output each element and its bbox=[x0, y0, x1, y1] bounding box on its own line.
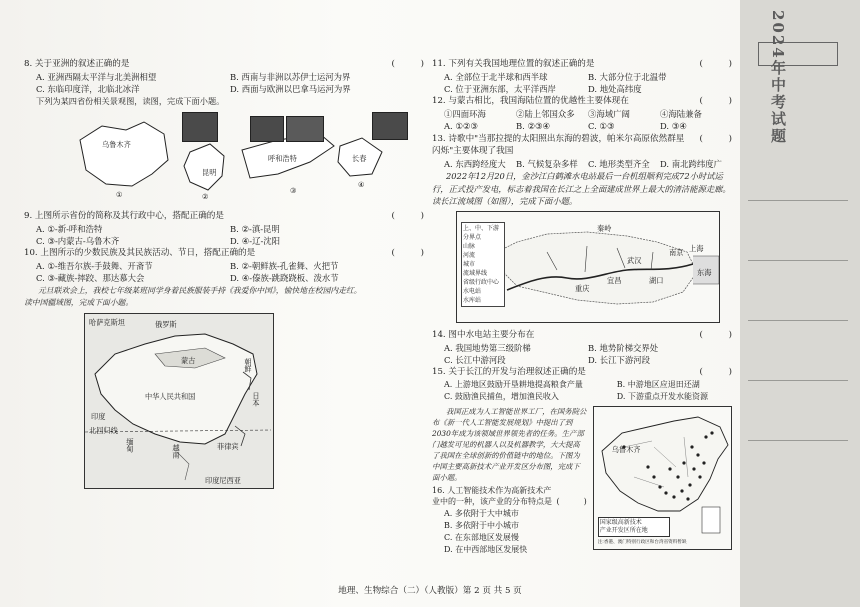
legend-text: 国家级高新技术 bbox=[599, 518, 642, 526]
question-stem: 16. 人工智能技术作为高新技术产业中的一种，该产业的分布特点是 bbox=[432, 485, 552, 507]
answer-paren: ( ) bbox=[699, 133, 732, 144]
intro-text-2a: 元旦联欢会上，我校七年级某班同学身着民族服装手持《我爱你中国》，愉快地在校园内走红。 bbox=[38, 285, 362, 295]
map-legend bbox=[461, 222, 505, 307]
label-myanmar: 缅甸 bbox=[126, 438, 135, 453]
label-vietnam: 越南 bbox=[172, 444, 181, 459]
option-b: B. 中游地区应退田还湖 bbox=[616, 380, 700, 390]
question-stem: 15. 关于长江的开发与治理叙述正确的是 bbox=[432, 367, 586, 378]
legend-item: 河流 bbox=[463, 252, 476, 260]
map-legend bbox=[598, 517, 670, 537]
answer-paren: ( ) bbox=[699, 59, 732, 69]
figure-num-3: ③ bbox=[290, 186, 297, 195]
label-kunming: 昆明 bbox=[202, 168, 217, 177]
legend-item: 城市 bbox=[463, 261, 476, 269]
option-b: B. 气候复杂多样 bbox=[516, 159, 578, 169]
question-16-options bbox=[432, 508, 587, 556]
option-d: D. 西面与欧洲以巴拿马运河为界 bbox=[230, 84, 351, 94]
label-urumqi: 乌鲁木齐 bbox=[611, 444, 641, 454]
label-changchun: 长春 bbox=[352, 154, 367, 163]
label-qinling: 秦岭 bbox=[597, 224, 612, 234]
question-16 bbox=[432, 485, 587, 508]
legend-item: 流域界线 bbox=[463, 270, 488, 278]
option-a: A. ①②③ bbox=[444, 121, 478, 132]
question-15-options bbox=[432, 379, 732, 404]
label-hukou: 湖口 bbox=[649, 276, 664, 286]
item-2: ②陆上邻国众多 bbox=[516, 109, 575, 119]
option-d: D. 在中西部地区发展快 bbox=[444, 545, 528, 555]
option-b: B. 大部分位于北温带 bbox=[588, 71, 667, 82]
figure-num-1: ① bbox=[116, 190, 123, 199]
option-b: B. ②-朝鲜族-孔雀舞、火把节 bbox=[230, 261, 339, 271]
question-8-options bbox=[24, 71, 424, 96]
legend-item: 省级行政中心 bbox=[463, 279, 500, 287]
legend-item: 山脉 bbox=[463, 243, 476, 251]
label-prc: 中华人民共和国 bbox=[145, 392, 196, 402]
intro-text-4: 我国正成为人工智能世界工厂，在国务院公布《新一代人工智能发展规划》中提出了到2030年成为该领域世界领先者的任务。生产部门越发可见的机器人以及机器教学，大大提高了我国在全球创新的价值链中的地位。下图为中国主要高新技术产业开发区分布图，完成下面小题。 bbox=[432, 406, 587, 482]
legend-text: 产业开发区所在地 bbox=[599, 526, 648, 534]
question-stem: 11. 下列有关我国地理位置的叙述正确的是 bbox=[432, 59, 595, 69]
option-a: A. 多依附于大中城市 bbox=[444, 509, 519, 519]
option-a: A. 我国地势第三级阶梯 bbox=[444, 342, 531, 353]
label-philippines: 菲律宾 bbox=[217, 442, 239, 452]
label-japan: 日本 bbox=[252, 392, 261, 407]
option-d: D. 南北跨纬度广 bbox=[660, 159, 722, 169]
question-15 bbox=[432, 366, 732, 379]
grassland-photo bbox=[286, 116, 324, 142]
label-urumqi: 乌鲁木齐 bbox=[102, 140, 131, 149]
question-stem: 13. 诗歌中"当那拉提的太阳照出东海的碧波，帕米尔高原依然群星闪烁"主要体现了我国 bbox=[432, 133, 685, 157]
label-kazakhstan: 哈萨克斯坦 bbox=[89, 318, 125, 328]
yangtze-basin-map bbox=[456, 211, 720, 323]
intro-text-3: 2022年12月20日，金沙江白鹤滩水电站最后一台机组顺利完成72小时试运行，正式投产发电，标志着我国在长江之上全面建成世界上最大的清洁能源走廊。读长江流域图（如图），完成下面小题。 bbox=[432, 171, 731, 206]
question-stem: 14. 图中水电站主要分布在 bbox=[432, 330, 535, 341]
option-c: C. 东临印度洋，北临北冰洋 bbox=[36, 84, 140, 94]
label-chongqing: 重庆 bbox=[575, 284, 590, 294]
option-a: A. 全部位于北半球和西半球 bbox=[444, 71, 548, 82]
item-3: ③海域广阔 bbox=[588, 109, 630, 119]
label-tropic-cancer: 北回归线 bbox=[89, 426, 118, 436]
peacock-photo bbox=[182, 112, 218, 142]
legend-item: 上、中、下游分界点 bbox=[463, 225, 500, 242]
question-10 bbox=[24, 247, 424, 260]
wrestling-photo bbox=[250, 116, 284, 142]
answer-paren: ( ) bbox=[391, 248, 424, 259]
ai-text-column bbox=[432, 406, 587, 556]
question-9-options bbox=[24, 223, 424, 248]
legend-item: 水电站 bbox=[463, 288, 482, 296]
label-hohhot: 呼和浩特 bbox=[268, 154, 297, 163]
item-4: ④海陆兼备 bbox=[660, 109, 702, 119]
question-10-options bbox=[24, 260, 424, 285]
intro-text-1: 下列为某四省份相关景观图，读图，完成下面小题。 bbox=[36, 96, 225, 107]
question-stem: 10. 上图所示的少数民族及其民族活动、节日，搭配正确的是 bbox=[24, 248, 256, 259]
question-13 bbox=[432, 133, 732, 158]
question-11 bbox=[432, 58, 732, 71]
option-c: C. 在东部地区发展慢 bbox=[444, 533, 519, 543]
high-tech-zone-map bbox=[593, 406, 732, 550]
option-c: C. 长江中游河段 bbox=[444, 355, 506, 366]
option-b: B. ②③④ bbox=[516, 121, 551, 132]
right-column bbox=[432, 58, 732, 556]
option-a: A. 东西跨经度大 bbox=[444, 159, 506, 169]
option-b: B. 西南与非洲以苏伊士运河为界 bbox=[230, 71, 351, 82]
figure-num-4: ④ bbox=[358, 180, 365, 189]
item-1: ①四面环海 bbox=[444, 109, 486, 119]
label-mongolia: 蒙古 bbox=[181, 356, 196, 366]
answer-paren: ( ) bbox=[556, 497, 587, 507]
option-c: C. 地形类型齐全 bbox=[588, 159, 650, 169]
question-9 bbox=[24, 210, 424, 223]
china-territory-map bbox=[84, 313, 274, 489]
label-indonesia: 印度尼西亚 bbox=[205, 476, 241, 486]
answer-paren: ( ) bbox=[699, 367, 732, 378]
label-yichang: 宜昌 bbox=[607, 276, 622, 286]
question-stem: 12. 与蒙古相比，我国海陆位置的优越性主要体现在 bbox=[432, 96, 629, 107]
intro-text-2b: 读中国疆域图，完成下面小题。 bbox=[24, 298, 134, 308]
question-8 bbox=[24, 58, 424, 71]
question-11-options bbox=[432, 71, 732, 96]
option-b: B. 多依附于中小城市 bbox=[444, 521, 519, 531]
question-14-options bbox=[432, 342, 732, 367]
option-d: D. 地处高纬度 bbox=[588, 84, 642, 94]
option-c: C. ①③ bbox=[588, 121, 615, 132]
option-a: A. ①-维吾尔族-手鼓舞、开斋节 bbox=[36, 261, 153, 271]
option-d: D. ③④ bbox=[660, 121, 687, 132]
answer-paren: ( ) bbox=[699, 96, 732, 107]
question-stem: 9. 上图所示省份的简称及其行政中心，搭配正确的是 bbox=[24, 211, 224, 221]
page-footer: 地理、生物综合（二）（人教版）第 2 页 共 5 页 bbox=[338, 586, 522, 596]
province-landscape-figure bbox=[72, 112, 412, 204]
map-note: 注:香港、澳门特别行政区和台湾省资料暂缺 bbox=[597, 539, 687, 545]
answer-paren: ( ) bbox=[391, 59, 424, 69]
answer-paren: ( ) bbox=[391, 211, 424, 221]
option-d: D. ④-傣族-跳跷跷板、泼水节 bbox=[230, 273, 339, 284]
question-13-options bbox=[432, 158, 732, 170]
adjacent-page-title: 2024年中考试题 bbox=[769, 10, 787, 145]
label-shanghai: 上海 bbox=[689, 244, 704, 254]
label-india: 印度 bbox=[91, 412, 106, 422]
option-c: C. 鼓励渔民捕鱼，增加渔民收入 bbox=[444, 392, 559, 402]
option-c: C. ③-内蒙古-乌鲁木齐 bbox=[36, 236, 120, 246]
label-russia: 俄罗斯 bbox=[155, 320, 177, 330]
option-a: A. ①-新-呼和浩特 bbox=[36, 223, 103, 234]
question-12 bbox=[432, 95, 732, 108]
question-12-options bbox=[432, 120, 732, 132]
option-c: C. ③-藏族-摔跤、那达慕大会 bbox=[36, 273, 145, 284]
option-d: D. 下游重点开发水能资源 bbox=[616, 392, 709, 402]
label-nanjing: 南京 bbox=[669, 248, 684, 258]
option-d: D. 长江下游河段 bbox=[588, 355, 650, 366]
answer-paren: ( ) bbox=[699, 330, 732, 341]
adjacent-page-edge bbox=[740, 0, 860, 607]
option-d: D. ④-辽-沈阳 bbox=[230, 236, 281, 246]
question-12-items bbox=[432, 108, 732, 120]
figure-num-2: ② bbox=[202, 192, 209, 201]
question-stem: 8. 关于亚洲的叙述正确的是 bbox=[24, 59, 130, 69]
label-north-korea: 朝鲜 bbox=[244, 358, 253, 373]
option-a: A. 亚洲西隔太平洋与北美洲相望 bbox=[36, 71, 157, 82]
option-b: B. 地势阶梯交界处 bbox=[588, 342, 659, 353]
ai-section bbox=[432, 406, 732, 556]
dance-photo bbox=[372, 112, 408, 140]
label-east-sea: 东海 bbox=[697, 268, 712, 278]
legend-item: 水库站 bbox=[463, 297, 482, 305]
option-a: A. 上游地区鼓励开垦耕地提高粮食产量 bbox=[444, 380, 583, 390]
option-c: C. 位于亚洲东部，太平洋西岸 bbox=[444, 84, 556, 94]
question-14 bbox=[432, 329, 732, 342]
left-column bbox=[24, 58, 424, 489]
label-wuhan: 武汉 bbox=[627, 256, 642, 266]
option-b: B. ②-滇-昆明 bbox=[230, 223, 280, 234]
